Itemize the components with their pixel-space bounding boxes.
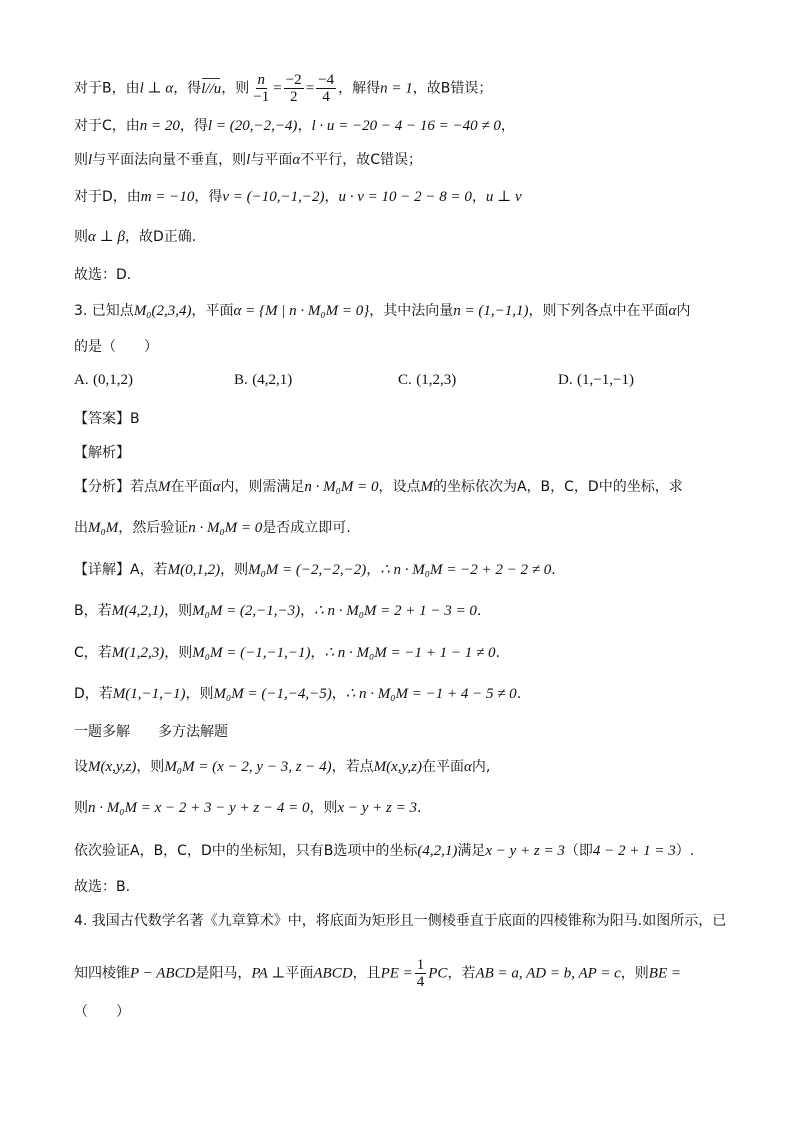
math: M₀(2,3,4): [133, 303, 192, 319]
text: ，设点: [378, 479, 421, 495]
xiangjie-d: [74, 684, 521, 704]
text: 则: [74, 152, 88, 168]
math: l: [246, 152, 251, 168]
option-label: C.: [398, 372, 412, 388]
math: M(1,2,3): [111, 645, 165, 661]
math: α = {M | n · M₀M = 0}: [233, 303, 370, 319]
alt-method-line-1: [74, 757, 490, 777]
text: 依次验证A，B，C，D中的坐标知，只有B选项中的坐标: [74, 843, 418, 859]
multi-method-title: 一题多解 多方法解题: [74, 724, 228, 740]
text: ，则: [136, 759, 165, 775]
choose-b: 故选：B.: [74, 879, 131, 895]
option-value: (0,1,2): [93, 372, 134, 388]
math: M: [158, 479, 171, 495]
math: u ⊥ v: [485, 189, 522, 205]
math: M: [420, 479, 433, 495]
text: 内，则需满足: [220, 479, 305, 495]
line-b-case: 对于B，由l ⊥ α，得l//u，则 $\frac{n}{-1}$ = $\frac{-2}{2}$ = $\frac{-4}{4}$ ，解得n = 1，故B错误；: [74, 72, 493, 105]
math: α: [212, 479, 221, 495]
option-value: (1,2,3): [416, 372, 457, 388]
option-a: [74, 372, 133, 389]
text: ，故B错误；: [412, 80, 493, 97]
question-4-line-3: （ ）: [74, 1004, 130, 1020]
math: (4,2,1): [417, 843, 458, 859]
denominator: 4: [322, 89, 330, 105]
line-d-case: 对于D，由m = −10，得v = (−10,−1,−2)，u · v = 10 − 2 − 8 = 0，u ⊥ v: [74, 189, 522, 205]
math: α: [292, 152, 301, 168]
math: M(1,−1,−1): [112, 686, 186, 702]
math: M(4,2,1): [111, 603, 165, 619]
question-4-line-1: 4. 我国古代数学名著《九章算术》中，将底面为矩形且一侧棱垂直于底面的四棱锥称为阳马.如图所示，已: [74, 913, 727, 929]
math: M₀M = (x − 2, y − 3, z − 4): [164, 759, 332, 775]
text: 是阳马，: [195, 965, 252, 982]
math: PE =: [380, 965, 413, 982]
text: ，故D正确.: [124, 229, 197, 245]
text: 与平面: [250, 152, 293, 168]
math: ∴ n · M₀M = −1 + 4 − 5 ≠ 0: [345, 686, 517, 702]
fenxi-line-1: [74, 477, 683, 497]
answer-tag: 【答案】B: [74, 411, 140, 427]
math: l = (20,−2,−4): [207, 118, 298, 134]
math: M(x,y,z): [373, 759, 422, 775]
xiangjie-a: [74, 560, 556, 580]
text: 内: [676, 303, 691, 319]
math: AB = a, AD = b, AP = c: [475, 965, 621, 982]
text: ，则: [221, 80, 250, 97]
math: α ⊥ β: [88, 229, 125, 245]
math: ∴ n · M₀M = −1 + 1 − 1 ≠ 0: [324, 645, 496, 661]
numerator: −4: [318, 72, 335, 88]
math: M(0,1,2): [167, 562, 221, 578]
text: 知四棱锥: [74, 965, 130, 982]
text: 出: [74, 520, 88, 536]
math: M₀M = (−2,−2,−2): [248, 562, 367, 578]
text: 与平面法向量不垂直，则: [92, 152, 247, 168]
text: ，其中法向量: [369, 303, 454, 319]
math: PA ⊥: [251, 965, 286, 982]
text: ，: [310, 645, 325, 661]
option-label: B.: [234, 372, 248, 388]
text: .: [516, 686, 522, 702]
option-label: D.: [558, 372, 573, 388]
math: M(x,y,z): [88, 759, 137, 775]
math: ∴ n · M₀M = −2 + 2 − 2 ≠ 0: [380, 562, 552, 578]
math: 4 − 2 + 1 = 3: [592, 843, 676, 859]
numerator: n: [257, 72, 266, 88]
text: ，: [331, 686, 346, 702]
text: ，得: [179, 118, 208, 134]
math: ABCD: [313, 965, 353, 982]
math: M₀M = (−1,−4,−5): [213, 686, 332, 702]
text: ，: [300, 603, 315, 619]
text: 在平面: [421, 759, 464, 775]
text: ，得: [194, 189, 223, 205]
text: .: [476, 603, 482, 619]
text: .: [551, 562, 556, 578]
text: ，: [500, 118, 515, 134]
text: 则: [74, 800, 88, 816]
text: .: [417, 800, 422, 816]
xiangjie-b: [74, 601, 481, 621]
text: C，若: [74, 645, 112, 661]
text: ，则: [309, 800, 338, 816]
math: x − y + z = 3: [485, 843, 565, 859]
question-4-line-2: [74, 957, 681, 990]
text: ，则下列各点中在平面: [528, 303, 669, 319]
math: x − y + z = 3: [337, 800, 417, 816]
text: ，若点: [331, 759, 374, 775]
text: 满足: [457, 843, 486, 859]
text: ，则: [164, 603, 193, 619]
text: 3. 已知点: [74, 303, 134, 319]
math: BE =: [648, 965, 681, 982]
text: ，平面: [191, 303, 234, 319]
math: l: [88, 152, 93, 168]
text: ，则: [620, 965, 649, 982]
numerator: −2: [285, 72, 302, 88]
denominator: 4: [416, 974, 425, 990]
option-d: [558, 372, 634, 389]
denominator: −1: [253, 89, 270, 105]
verify-line: [74, 841, 694, 861]
text: ，且: [352, 965, 381, 982]
math: P − ABCD: [130, 965, 196, 982]
text: 不平行，故C错误；: [300, 152, 422, 168]
fenxi-line-2: [74, 518, 351, 538]
option-label: A.: [74, 372, 89, 388]
fraction: [316, 72, 336, 105]
math: M₀M: [88, 520, 119, 536]
math: α: [668, 303, 677, 319]
alt-method-line-2: [74, 798, 421, 818]
math: l ⊥ α: [139, 80, 174, 97]
text: ，: [366, 562, 381, 578]
text: 对于B，由: [74, 80, 140, 97]
math: n · M₀M = x − 2 + 3 − y + z − 4 = 0: [88, 800, 310, 816]
text: 【详解】A，若: [74, 562, 168, 578]
text: ）.: [675, 843, 695, 859]
question-3: [74, 301, 690, 321]
fraction: [284, 72, 304, 105]
line-d-conclusion: [74, 227, 196, 247]
text: 的坐标依次为A，B，C，D中的坐标，求: [432, 479, 683, 495]
text: 在平面: [170, 479, 213, 495]
math: l · u = −20 − 4 − 16 = −40 ≠ 0: [311, 118, 501, 134]
text: 对于D，由: [74, 189, 141, 205]
text: 平面: [285, 965, 314, 982]
text: 【分析】若点: [74, 479, 158, 495]
text: 内,: [471, 759, 491, 775]
xiangjie-c: [74, 643, 500, 663]
option-value: (1,−1,−1): [577, 372, 634, 388]
choose-d: 故选：D．: [74, 267, 141, 283]
text: .: [495, 645, 500, 661]
math: u · v = 10 − 2 − 8 = 0: [338, 189, 472, 205]
text: 则: [74, 229, 88, 245]
analysis-tag: 【解析】: [74, 445, 130, 461]
text: 对于C，由: [74, 118, 140, 134]
math: α: [463, 759, 472, 775]
fraction: [251, 72, 271, 105]
line-c-case: 对于C，由n = 20，得l = (20,−2,−4)，l · u = −20 − 4 − 16 = −40 ≠ 0，: [74, 118, 515, 134]
text: D，若: [74, 686, 113, 702]
math: PC: [428, 965, 448, 982]
text: ，然后验证: [118, 520, 189, 536]
math: n = 20: [139, 118, 180, 134]
numerator: 1: [416, 957, 425, 973]
text: ，解得: [338, 80, 381, 97]
line-c-conclusion: [74, 150, 422, 170]
text: ，则: [164, 645, 193, 661]
option-value: (4,2,1): [252, 372, 293, 388]
math: M₀M = (−1,−1,−1): [192, 645, 311, 661]
text: （即: [564, 843, 593, 859]
math: l//u: [201, 80, 222, 97]
text: ，若: [447, 965, 476, 982]
denominator: 2: [289, 89, 298, 105]
fraction: [415, 957, 427, 990]
text: ，得: [173, 80, 202, 97]
text: 设: [74, 759, 88, 775]
math: M₀M = (2,−1,−3): [192, 603, 301, 619]
text: B，若: [74, 603, 112, 619]
math: m = −10: [140, 189, 195, 205]
option-c: [398, 372, 456, 389]
text: ，则: [220, 562, 249, 578]
math: n · M₀M = 0: [304, 479, 379, 495]
math: ∴ n · M₀M = 2 + 1 − 3 = 0: [314, 603, 477, 619]
math: v = (−10,−1,−2): [222, 189, 325, 205]
question-3-tail: 的是（ ）: [74, 339, 158, 355]
math: n = (1,−1,1): [453, 303, 529, 319]
text: 是否成立即可.: [262, 520, 351, 536]
text: ，则: [185, 686, 214, 702]
option-b: [234, 372, 292, 389]
math: n · M₀M = 0: [188, 520, 263, 536]
math: n = 1: [380, 80, 413, 97]
